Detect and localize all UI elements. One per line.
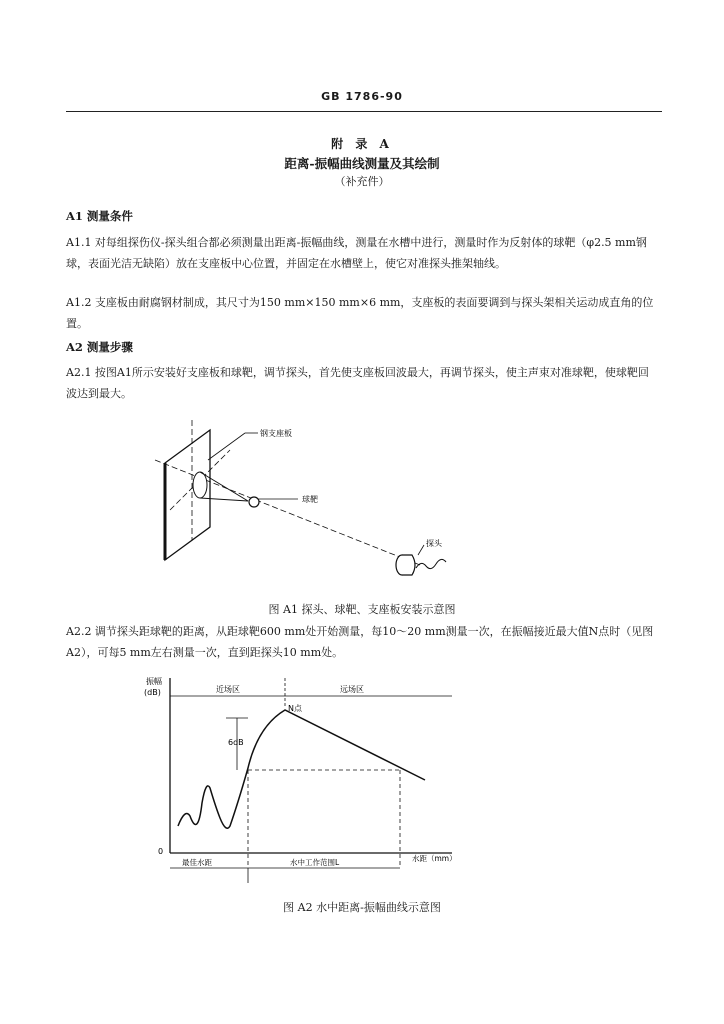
sound-cone-base — [193, 472, 207, 498]
zone-near-label: 近场区 — [216, 685, 240, 694]
paragraph-a2-2: A2.2 调节探头距球靶的距离，从距球靶600 mm处开始测量，每10～20 mm测量一次，在振幅接近最大值N点时（见图A2），可每5 mm左右测量一次，直到距探头10 mm处。 — [66, 625, 654, 659]
working-range-label: 水中工作范围L — [290, 858, 340, 867]
appendix-subtitle: （补充件） — [334, 175, 390, 188]
ball-target — [249, 497, 259, 507]
y-label-line1: 振幅 — [146, 677, 162, 686]
paragraph-a1-1: A1.1 对每组探伤仪-探头组合都必须测量出距离-振幅曲线，测量在水槽中进行，测量时作为反射体的球靶（φ2.5 mm钢球，表面光洁无缺陷）放在支座板中心位置，并固定在水槽壁上，使它对准探头推架轴线。 — [66, 236, 647, 270]
appendix-label: 附 录 A — [331, 137, 393, 151]
section-a2-heading: A2 测量步骤 — [66, 340, 133, 354]
label-probe: 探头 — [426, 539, 442, 548]
origin-label: 0 — [158, 847, 164, 856]
leader-probe — [418, 545, 424, 555]
probe-body — [402, 555, 415, 575]
db-label: 6dB — [228, 738, 244, 747]
label-ball: 球靶 — [302, 495, 318, 504]
appendix-title: 距离-振幅曲线测量及其绘制 — [284, 156, 440, 171]
figure-a1-diagram — [140, 415, 480, 590]
standard-header: GB 1786-90 — [321, 90, 403, 103]
figure-a1-caption: 图 A1 探头、球靶、支座板安装示意图 — [268, 603, 456, 616]
paragraph-a1-2: A1.2 支座板由耐腐钢材制成，其尺寸为150 mm×150 mm×6 mm，支座板的表面要调到与探头架相关运动成直角的位置。 — [66, 296, 654, 330]
probe-cable — [416, 559, 446, 568]
n-point-label: N点 — [288, 704, 302, 713]
figure-a2-chart — [140, 668, 470, 898]
label-plate: 钢支座板 — [260, 429, 292, 438]
y-label-line2: (dB) — [144, 688, 161, 697]
optimal-water-distance-label: 最佳水距 — [182, 858, 212, 867]
figure-a2-caption: 图 A2 水中距离-振幅曲线示意图 — [283, 901, 441, 914]
section-a1-heading: A1 测量条件 — [66, 209, 133, 223]
zone-far-label: 远场区 — [340, 685, 364, 694]
header-rule — [66, 111, 662, 112]
x-axis-label: 水距（mm） — [412, 854, 457, 863]
paragraph-a2-1: A2.1 按图A1所示安装好支座板和球靶，调节探头，首先使支座板回波最大，再调节探头，使主声束对准球靶，使球靶回波达到最大。 — [66, 366, 649, 400]
distance-amplitude-curve — [178, 710, 425, 828]
